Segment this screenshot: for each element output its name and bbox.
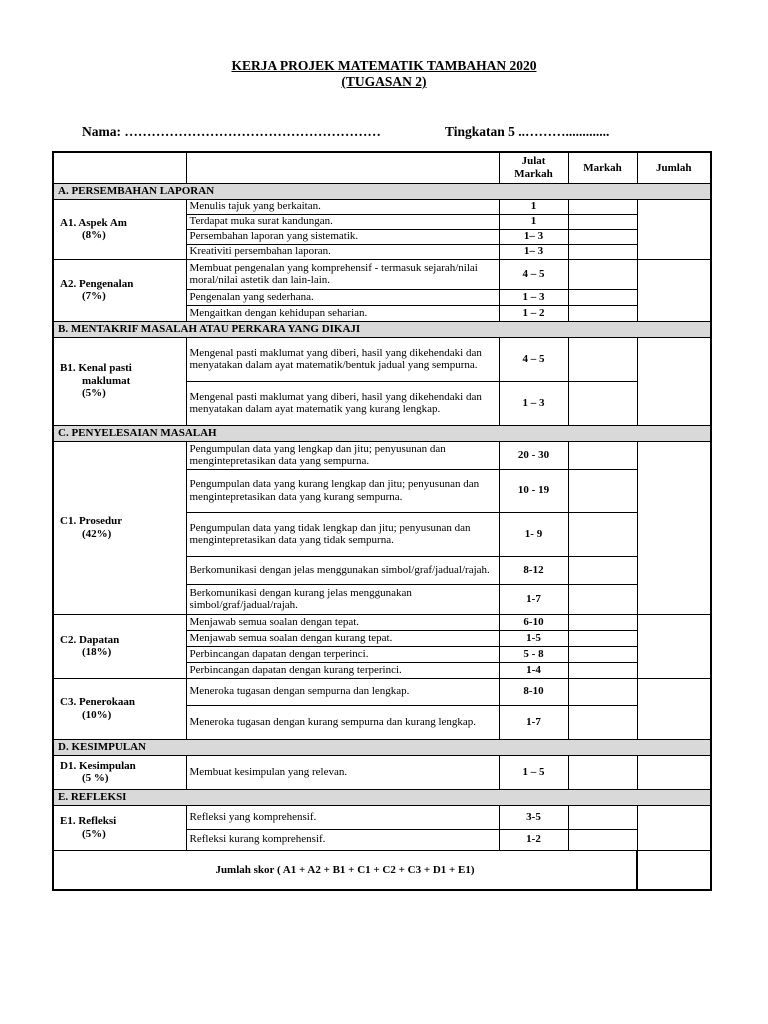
jumlah-cell[interactable] — [637, 337, 711, 425]
markah-cell[interactable] — [568, 469, 637, 512]
table-row — [53, 441, 711, 469]
section-d-title: D. KESIMPULAN — [53, 739, 711, 755]
group-c3-label — [53, 678, 186, 739]
group-name: D1. Kesimpulan — [60, 759, 136, 772]
criterion-range: 20 - 30 — [499, 441, 568, 469]
section-c-title: C. PENYELESAIAN MASALAH — [53, 425, 711, 441]
group-d1-label — [53, 755, 186, 789]
criterion-text: Persembahan laporan yang sistematik. — [186, 229, 499, 244]
criterion-text: Pengenalan yang sederhana. — [186, 289, 499, 305]
criterion-text: Menjawab semua soalan dengan tepat. — [186, 614, 499, 630]
criterion-text: Pengumpulan data yang lengkap dan jitu; penyusunan dan mengintepretasikan data yang sempurna. — [186, 441, 499, 469]
criterion-range: 1– 3 — [499, 229, 568, 244]
table-row — [53, 755, 711, 789]
markah-cell[interactable] — [568, 381, 637, 425]
jumlah-cell[interactable] — [637, 755, 711, 789]
criterion-text: Pengumpulan data yang kurang lengkap dan jitu; penyusunan dan mengintepretasikan data yang kurang sempurna. — [186, 469, 499, 512]
criterion-range: 1-2 — [499, 829, 568, 850]
group-name: C3. Penerokaan — [60, 696, 135, 708]
table-row — [53, 678, 711, 705]
jumlah-cell[interactable] — [637, 441, 711, 614]
header-range — [499, 152, 568, 183]
table-header-row — [53, 152, 711, 183]
rubric-table — [52, 151, 712, 891]
table-row — [53, 259, 711, 289]
section-row — [53, 321, 711, 337]
group-name: C1. Prosedur — [60, 515, 123, 527]
criterion-range: 1 – 3 — [499, 381, 568, 425]
group-c1-label — [53, 441, 186, 614]
table-row — [53, 805, 711, 829]
markah-cell[interactable] — [568, 337, 637, 381]
criterion-text: Perbincangan dapatan dengan terperinci. — [186, 646, 499, 662]
criterion-text: Refleksi kurang komprehensif. — [186, 829, 499, 850]
section-b-title: B. MENTAKRIF MASALAH ATAU PERKARA YANG DIKAJI — [53, 321, 711, 337]
criterion-text: Refleksi yang komprehensif. — [186, 805, 499, 829]
criterion-range: 1-5 — [499, 630, 568, 646]
jumlah-cell[interactable] — [637, 259, 711, 321]
table-row — [53, 337, 711, 381]
section-e-title: E. REFLEKSI — [53, 789, 711, 805]
markah-cell[interactable] — [568, 630, 637, 646]
group-pct: (10%) — [82, 708, 112, 721]
criterion-text: Menjawab semua soalan dengan kurang tepat. — [186, 630, 499, 646]
criterion-range: 4 – 5 — [499, 259, 568, 289]
markah-cell[interactable] — [568, 805, 637, 829]
criterion-range: 1 — [499, 199, 568, 214]
group-name: A2. Pengenalan — [60, 277, 134, 290]
markah-cell[interactable] — [568, 614, 637, 630]
criterion-range: 1 – 2 — [499, 305, 568, 321]
criterion-text: Meneroka tugasan dengan kurang sempurna dan kurang lengkap. — [186, 705, 499, 739]
criterion-text: Mengenal pasti maklumat yang diberi, hasil yang dikehendaki dan menyatakan dalam ayat matematik yang kurang lengkap. — [186, 381, 499, 425]
criterion-range: 1 – 3 — [499, 289, 568, 305]
group-pct: (5%) — [82, 827, 106, 840]
group-name: C2. Dapatan — [60, 633, 120, 646]
criterion-text: Berkomunikasi dengan kurang jelas menggunakan simbol/graf/jadual/rajah. — [186, 584, 499, 614]
group-pct: (5%) — [82, 387, 106, 400]
group-pct: (5 %) — [82, 772, 109, 784]
header-empty-cell — [186, 152, 499, 183]
criterion-text: Mengaitkan dengan kehidupan seharian. — [186, 305, 499, 321]
jumlah-cell[interactable] — [637, 805, 711, 850]
criterion-range: 6-10 — [499, 614, 568, 630]
document-title: KERJA PROJEK MATEMATIK TAMBAHAN 2020 — [231, 58, 537, 73]
total-row — [53, 850, 711, 890]
header-empty-cell — [53, 152, 186, 183]
criterion-text: Meneroka tugasan dengan sempurna dan lengkap. — [186, 678, 499, 705]
group-pct: (42%) — [82, 527, 112, 540]
group-a1-label — [53, 199, 186, 259]
markah-cell[interactable] — [568, 584, 637, 614]
markah-cell[interactable] — [568, 441, 637, 469]
table-row — [53, 614, 711, 630]
criterion-text: Membuat pengenalan yang komprehensif - termasuk sejarah/nilai moral/nilai astetik dan lain-lain. — [186, 259, 499, 289]
markah-cell[interactable] — [568, 755, 637, 789]
header-jumlah: Jumlah — [637, 152, 711, 183]
criterion-text: Perbincangan dapatan dengan kurang terperinci. — [186, 662, 499, 678]
criterion-range: 1 — [499, 214, 568, 229]
criterion-text: Mengenal pasti maklumat yang diberi, hasil yang dikehendaki dan menyatakan dalam ayat matematik/bentuk jadual yang sempurna. — [186, 337, 499, 381]
group-pct: (7%) — [82, 290, 106, 302]
markah-cell[interactable] — [568, 229, 637, 244]
criterion-range: 3-5 — [499, 805, 568, 829]
document-subtitle: (TUGASAN 2) — [341, 74, 427, 89]
group-c2-label — [53, 614, 186, 678]
group-a2-label — [53, 259, 186, 321]
jumlah-cell[interactable] — [637, 678, 711, 739]
group-name-cont: maklumat — [82, 374, 131, 387]
criterion-range: 5 - 8 — [499, 646, 568, 662]
header-range-line1: Julat — [521, 155, 546, 168]
total-score-cell[interactable] — [637, 850, 711, 890]
section-row — [53, 425, 711, 441]
criterion-range: 1-7 — [499, 584, 568, 614]
criterion-text: Terdapat muka surat kandungan. — [186, 214, 499, 229]
markah-cell[interactable] — [568, 678, 637, 705]
criterion-text: Menulis tajuk yang berkaitan. — [186, 199, 499, 214]
tingkatan-field[interactable]: Tingkatan 5 ..………............. — [445, 124, 610, 139]
criterion-range: 4 – 5 — [499, 337, 568, 381]
criterion-range: 1- 9 — [499, 512, 568, 556]
markah-cell[interactable] — [568, 705, 637, 739]
criterion-range: 8-10 — [499, 678, 568, 705]
markah-cell[interactable] — [568, 829, 637, 850]
markah-cell[interactable] — [568, 199, 637, 214]
criterion-text: Pengumpulan data yang tidak lengkap dan jitu; penyusunan dan mengintepretasikan data yang tidak sempurna. — [186, 512, 499, 556]
group-e1-label — [53, 805, 186, 850]
group-name: B1. Kenal pasti — [60, 362, 132, 375]
markah-cell[interactable] — [568, 646, 637, 662]
markah-cell[interactable] — [568, 214, 637, 229]
criterion-range: 10 - 19 — [499, 469, 568, 512]
section-row — [53, 739, 711, 755]
markah-cell[interactable] — [568, 556, 637, 584]
total-label: Jumlah skor ( A1 + A2 + B1 + C1 + C2 + C3 + D1 + E1) — [53, 850, 637, 890]
table-row — [53, 199, 711, 214]
group-pct: (8%) — [82, 229, 106, 241]
markah-cell[interactable] — [568, 259, 637, 289]
section-a-title: A. PERSEMBAHAN LAPORAN — [53, 183, 711, 199]
jumlah-cell[interactable] — [637, 614, 711, 678]
markah-cell[interactable] — [568, 289, 637, 305]
criterion-range: 1-7 — [499, 705, 568, 739]
header-range-line2: Markah — [514, 167, 553, 180]
criterion-range: 1-4 — [499, 662, 568, 678]
criterion-text: Berkomunikasi dengan jelas menggunakan simbol/graf/jadual/rajah. — [186, 556, 499, 584]
markah-cell[interactable] — [568, 305, 637, 321]
criterion-text: Membuat kesimpulan yang relevan. — [186, 755, 499, 789]
group-name: A1. Aspek Am — [60, 216, 127, 229]
markah-cell[interactable] — [568, 244, 637, 259]
criterion-text: Kreativiti persembahan laporan. — [186, 244, 499, 259]
jumlah-cell[interactable] — [637, 199, 711, 259]
criterion-range: 8-12 — [499, 556, 568, 584]
markah-cell[interactable] — [568, 662, 637, 678]
name-field[interactable]: Nama: ………………………………………………… — [82, 124, 381, 139]
group-pct: (18%) — [82, 646, 112, 658]
criterion-range: 1 – 5 — [499, 755, 568, 789]
section-row — [53, 183, 711, 199]
section-row — [53, 789, 711, 805]
group-name: E1. Refleksi — [60, 815, 117, 827]
header-markah: Markah — [568, 152, 637, 183]
criterion-range: 1– 3 — [499, 244, 568, 259]
group-b1-label — [53, 337, 186, 425]
markah-cell[interactable] — [568, 512, 637, 556]
